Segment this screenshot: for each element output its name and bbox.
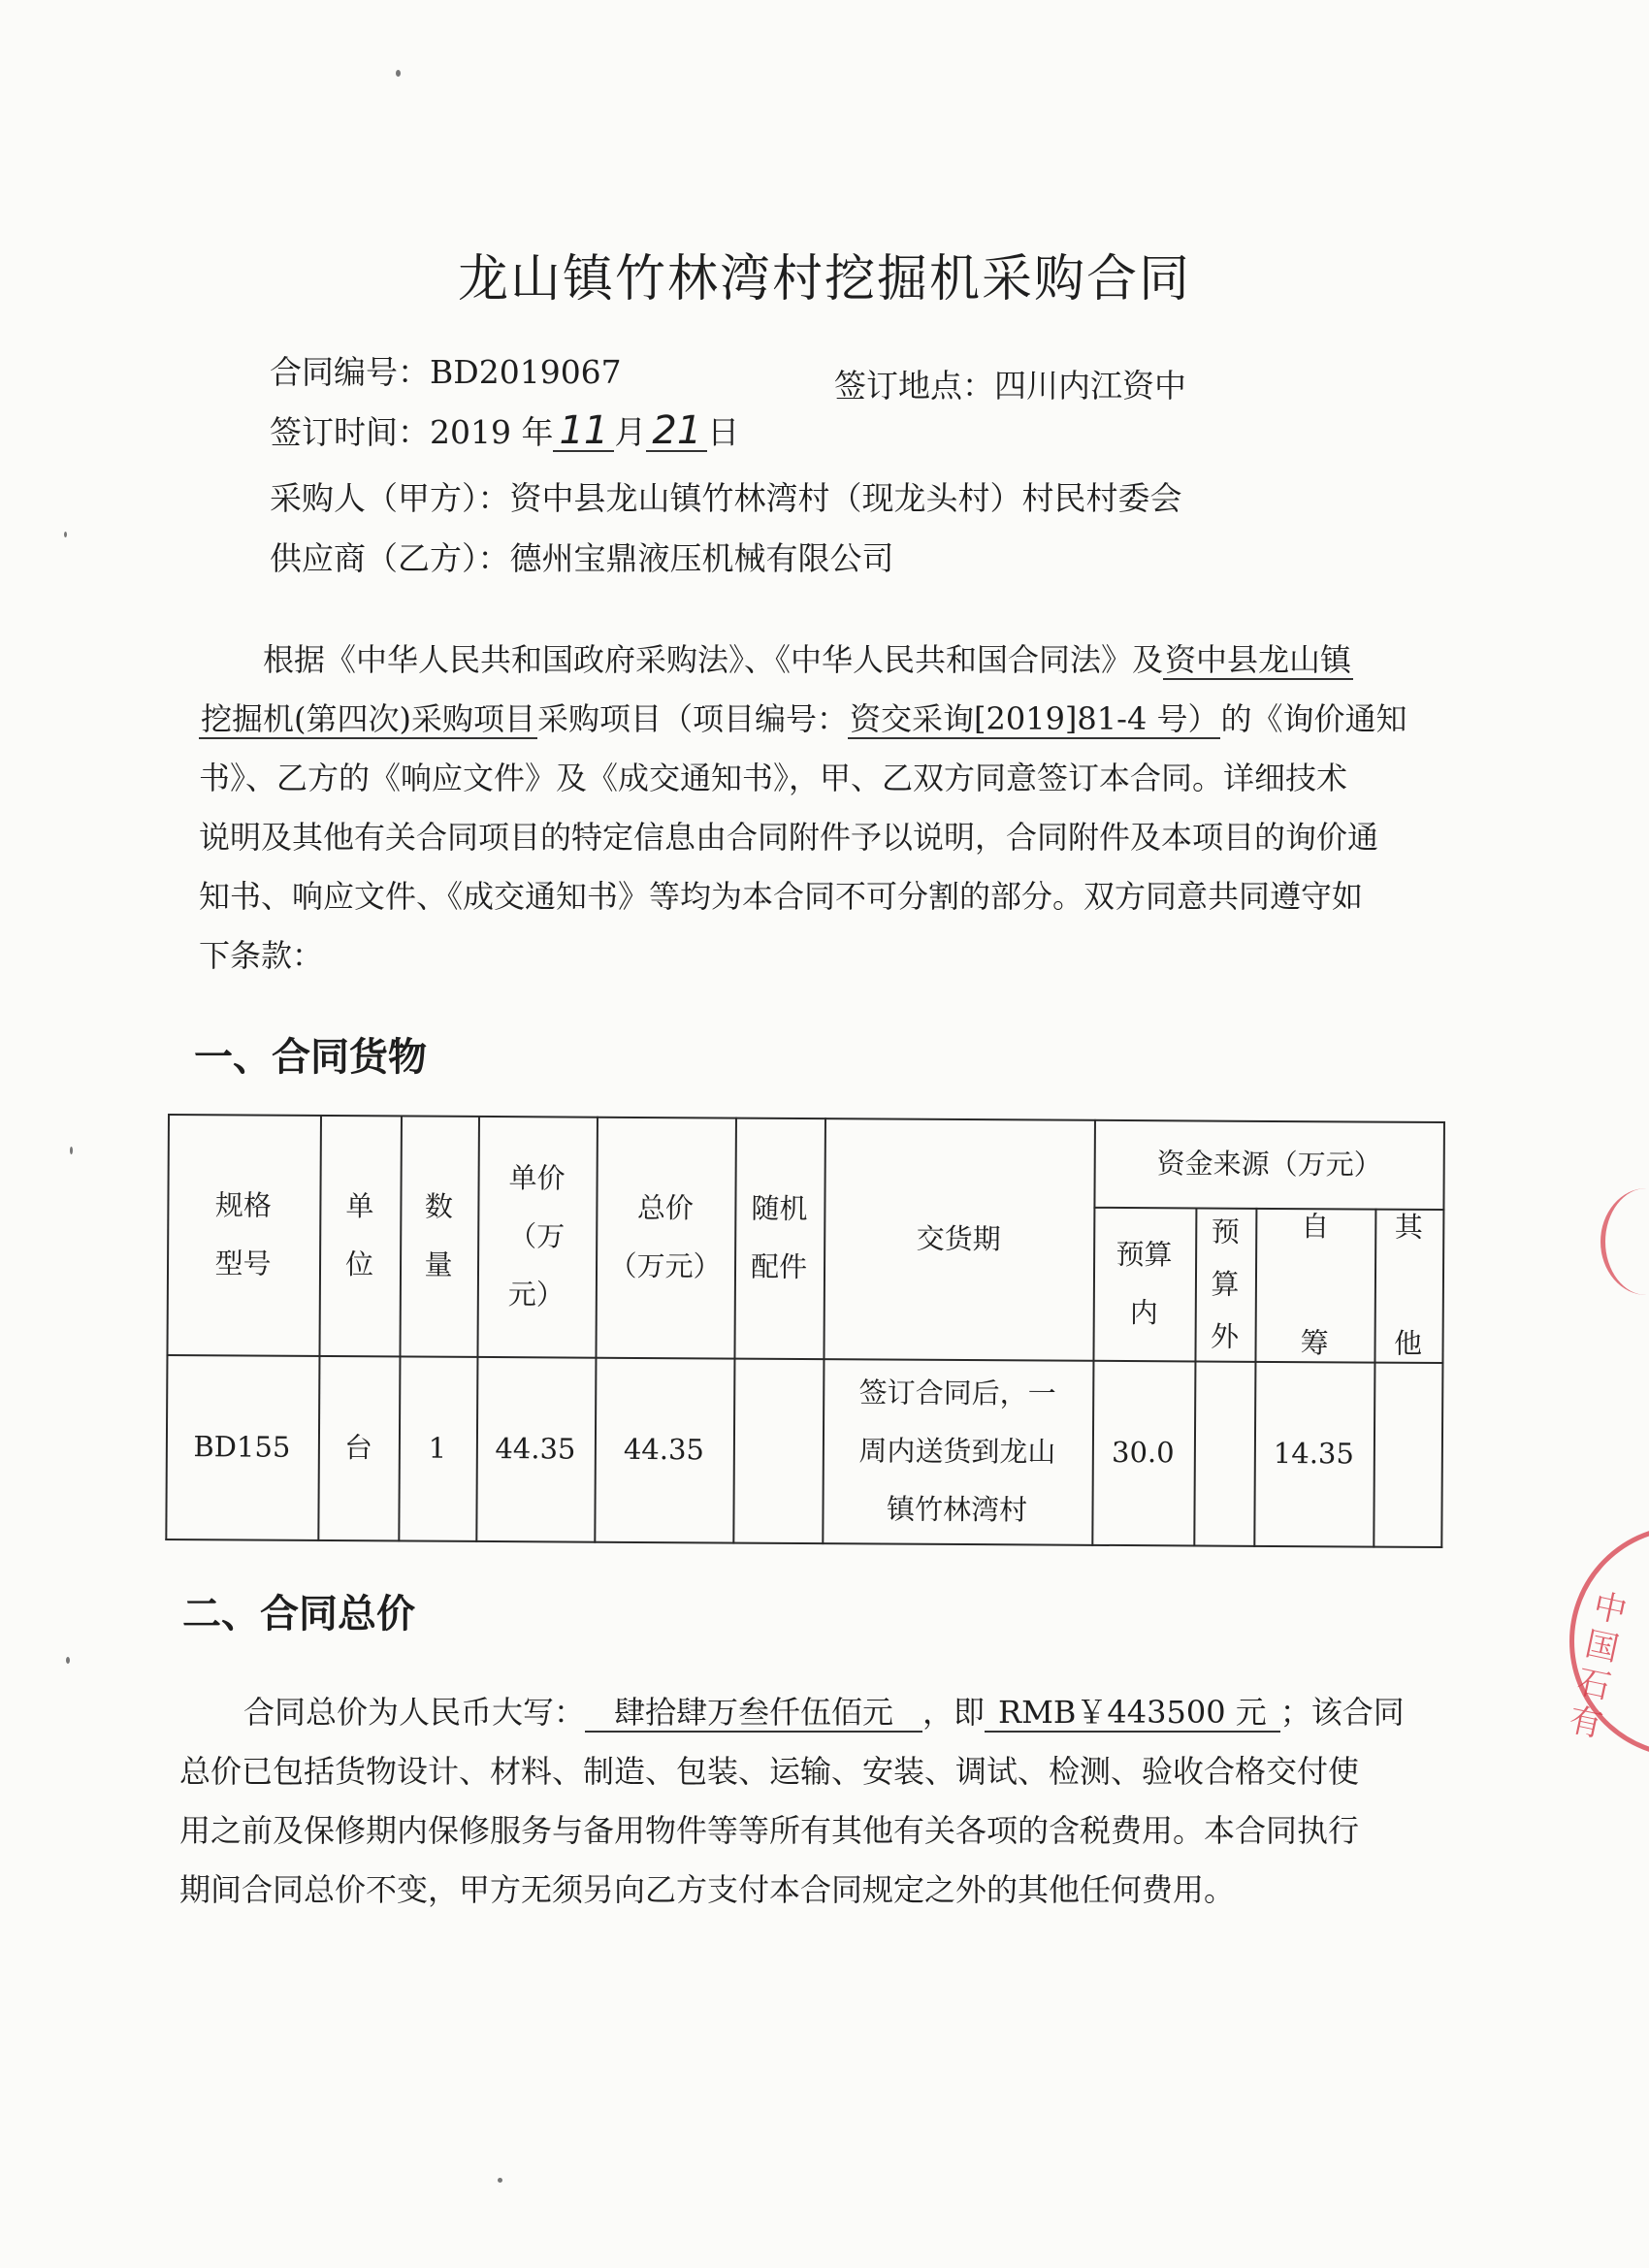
buyer-label: 采购人（甲方）： (270, 479, 510, 517)
project-number: 资交采询[2019]81-4 号） (850, 700, 1219, 737)
header-unit-line: 位 (344, 1247, 374, 1281)
header-unit-price (476, 1116, 597, 1357)
contract-number-label: 合同编号： (270, 353, 430, 391)
document-title: 龙山镇竹林湾村挖掘机采购合同 (457, 250, 1191, 308)
header-model-line: 型号 (214, 1247, 272, 1280)
intro-line-1 (199, 631, 1407, 690)
price-line-1 (179, 1683, 1405, 1742)
header-budget-in-line: 预算 (1116, 1237, 1173, 1272)
price-text-1: 合同总价为人民币大写： (243, 1694, 586, 1731)
header-quantity (399, 1115, 478, 1355)
seal-char: 中 (1589, 1586, 1631, 1632)
row-unit-price: 44.35 (495, 1432, 576, 1466)
header-unit-price-line: 单价 (508, 1161, 566, 1195)
row-delivery (822, 1358, 1092, 1544)
header-funding-source: 资金来源（万元） (1156, 1147, 1382, 1182)
header-other-line: 他 (1393, 1326, 1423, 1360)
contract-number (270, 347, 622, 393)
project-name-a: 资中县龙山镇 (1165, 641, 1352, 678)
signing-date-label: 签订时间： (270, 413, 430, 451)
signing-place (834, 361, 1186, 406)
header-unit (318, 1115, 401, 1356)
amount-in-words: 肆拾肆万叁仟伍佰元 (585, 1694, 922, 1733)
day-char: 日 (707, 413, 740, 451)
header-budget-out (1194, 1207, 1255, 1360)
row-quantity: 1 (428, 1431, 447, 1465)
row-delivery-line: 镇竹林湾村 (886, 1492, 1028, 1527)
header-delivery: 交货期 (916, 1221, 1001, 1256)
row-budget-out (1193, 1360, 1254, 1544)
seal-char: 石 (1573, 1662, 1614, 1707)
signing-date-year: 2019 年 (430, 413, 554, 451)
intro-paragraph (199, 631, 1407, 986)
header-budget-out-line: 外 (1210, 1319, 1240, 1353)
row-model: BD155 (193, 1430, 291, 1464)
header-total-price-line: 总价 (636, 1190, 695, 1225)
signing-date-day: 21 (646, 411, 707, 452)
scan-speck (70, 1147, 73, 1154)
intro-text-1: 根据《中华人民共和国政府采购法》、《中华人民共和国合同法》及 (263, 641, 1164, 678)
supplier-label: 供应商（乙方）： (270, 539, 510, 577)
header-budget-in-line: 内 (1129, 1296, 1158, 1330)
header-self-raised-line: 自 (1301, 1210, 1330, 1244)
row-delivery-line: 签订合同后，一 (858, 1376, 1056, 1410)
signing-date-month: 11 (553, 411, 614, 452)
row-total-price: 44.35 (623, 1432, 705, 1467)
header-model (166, 1114, 320, 1355)
intro-line-6: 下条款： (199, 937, 324, 974)
amount-rmb: RMB￥443500 元 (985, 1694, 1280, 1733)
header-qty-line: 量 (424, 1247, 453, 1281)
row-accessories (732, 1358, 823, 1543)
scan-speck (498, 2178, 502, 2183)
price-line-4: 期间合同总价不变，甲方无须另向乙方支付本合同规定之外的其他任何费用。 (179, 1871, 1236, 1908)
buyer-line (270, 473, 1182, 519)
scan-speck (396, 70, 401, 77)
header-accessories-line: 随机 (751, 1191, 808, 1226)
header-other (1374, 1209, 1442, 1362)
supplier-line (270, 534, 894, 579)
section-1-heading: 一、合同货物 (194, 1034, 427, 1080)
header-other-line: 其 (1394, 1210, 1423, 1244)
price-line-3: 用之前及保修期内保修服务与备用物件等等所有其他有关各项的含税费用。本合同执行 (179, 1812, 1360, 1849)
section-2-heading: 二、合同总价 (182, 1591, 415, 1636)
supplier-value: 德州宝鼎液压机械有限公司 (509, 539, 894, 577)
header-qty-line: 数 (424, 1189, 454, 1223)
price-text-2: ，即 (922, 1694, 986, 1731)
header-model-line: 规格 (214, 1188, 273, 1222)
seal-fragment-upper (1600, 1188, 1649, 1295)
header-budget-in (1092, 1207, 1195, 1361)
intro-line-5: 知书、响应文件、《成交通知书》等均为本合同不可分割的部分。双方同意共同遵守如 (199, 878, 1364, 915)
header-accessories (733, 1118, 824, 1359)
seal-char: 国 (1581, 1624, 1623, 1669)
signing-date (270, 407, 739, 453)
month-char: 月 (614, 413, 647, 451)
row-self-raised: 14.35 (1273, 1436, 1355, 1471)
project-name-b: 挖掘机(第四次)采购项目 (201, 700, 535, 737)
goods-table (165, 1114, 1445, 1548)
signing-place-label: 签订地点： (834, 367, 994, 405)
price-text-3: ；该合同 (1279, 1694, 1405, 1731)
intro-line-4: 说明及其他有关合同项目的特定信息由合同附件予以说明，合同附件及本项目的询价通 (199, 819, 1379, 856)
row-delivery-line: 周内送货到龙山 (858, 1434, 1056, 1469)
seal-char: 有 (1566, 1700, 1606, 1746)
scan-speck (64, 532, 67, 537)
header-unit-price-line: （万 (508, 1219, 566, 1253)
intro-line-3: 书》、乙方的《响应文件》及《成交通知书》，甲、乙双方同意签订本合同。详细技术 (199, 760, 1348, 796)
header-budget-out-line: 算 (1211, 1267, 1240, 1301)
header-budget-out-line: 预 (1211, 1215, 1240, 1248)
header-self-raised (1254, 1208, 1374, 1362)
header-unit-line: 单 (345, 1189, 374, 1223)
header-total-price-line: （万元） (608, 1248, 722, 1283)
header-accessories-line: 配件 (750, 1249, 808, 1284)
price-paragraph (179, 1683, 1405, 1920)
row-other (1373, 1362, 1441, 1546)
row-unit: 台 (343, 1431, 373, 1465)
intro-line-2 (199, 690, 1407, 749)
header-self-raised-line: 筹 (1300, 1326, 1329, 1360)
price-line-2: 总价已包括货物设计、材料、制造、包装、运输、安装、调试、检测、验收合格交付使 (179, 1753, 1360, 1790)
header-total-price (595, 1117, 735, 1358)
contract-number-value: BD2019067 (430, 353, 622, 391)
intro-text-3: 的《询价通知 (1220, 700, 1407, 737)
header-unit-price-line: 元） (507, 1278, 565, 1312)
row-budget-in: 30.0 (1111, 1435, 1175, 1470)
buyer-value: 资中县龙山镇竹林湾村（现龙头村）村民村委会 (509, 479, 1182, 517)
intro-text-2: 采购项目（项目编号： (536, 700, 848, 737)
scan-speck (66, 1657, 70, 1664)
signing-place-value: 四川内江资中 (994, 367, 1186, 405)
